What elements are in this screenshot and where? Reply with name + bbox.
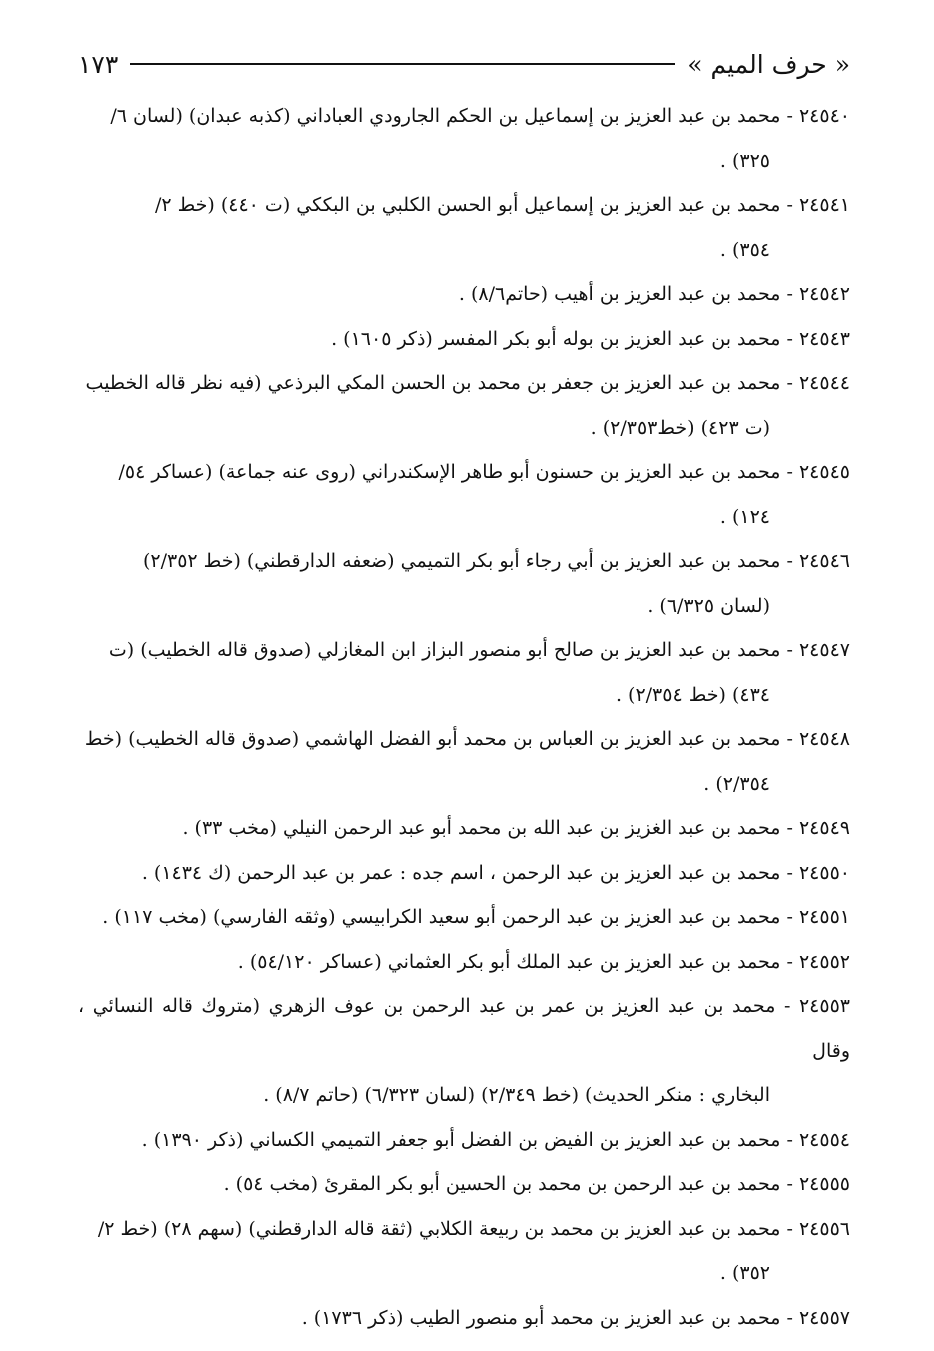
entry-number: ٢٤٥٤٩ (798, 817, 850, 839)
entry-text: محمد بن عبد العزيز بن محمد بن ربيعة الكلابي (ثقة قاله الدارقطني) (سهم ٢٨) (خط ٢/ (97, 1217, 781, 1240)
biography-entry: ٢٤٥٤٠ - محمد بن عبد العزيز بن إسماعيل بن الحكم الجارودي العباداني (كذبه عبدان) (لسان ٦/ ٣٢٥) . (78, 94, 850, 183)
biography-entry: ٢٤٥٤٥ - محمد بن عبد العزيز بن حسنون أبو طاهر الإسكندراني (روى عنه جماعة) (عساكر ٥٤/ ١٢٤) . (78, 450, 850, 539)
page-number: ١٧٣ (78, 49, 119, 79)
biography-entry: ٢٤٥٥٦ - محمد بن عبد العزيز بن محمد بن ربيعة الكلابي (ثقة قاله الدارقطني) (سهم ٢٨) (خط ٢/ ٣٥٢) . (78, 1207, 850, 1296)
entry-text: محمد بن عبد الغزيز بن عبد الله بن محمد أبو عبد الرحمن النيلي (مخب ٣٣) . (182, 817, 781, 839)
entry-number: ٢٤٥٥٦ (798, 1217, 850, 1240)
entry-number: ٢٤٥٥٣ (798, 995, 850, 1017)
entry-text: محمد بن عبد العزيز بن أهيب (حاتم٨/٦) . (458, 283, 781, 305)
entry-continuation: ٣٢٥) . (719, 149, 770, 172)
biography-entry: ٢٤٥٥٣ - محمد بن عبد العزيز بن عمر بن عبد الرحمن بن عوف الزهري (متروك قاله النسائي ، وقال البخاري : منكر الحديث) (خط ٢/٣٤٩) (لسان ٦/٣٢٣) (حاتم ٨/٧) . (78, 984, 850, 1118)
entry-text: محمد بن عبد العزيز بن بوله أبو بكر المفسر (ذكر ١٦٠٥) . (331, 327, 781, 350)
entry-number: ٢٤٥٤٥ (798, 461, 850, 483)
entry-continuation: ٣٥٢) . (719, 1262, 770, 1284)
entry-number: ٢٤٥٤٤ (798, 372, 850, 394)
entry-number: ٢٤٥٤٨ (798, 728, 850, 750)
entry-number: ٢٤٥٥٤ (798, 1128, 850, 1151)
biography-entry: ٢٤٥٤٧ - محمد بن عبد العزيز بن صالح أبو منصور البزاز ابن المغازلي (صدوق قاله الخطيب) (ت ٤٣٤) (خط ٢/٣٥٤) . (78, 628, 850, 717)
biography-entry: ٢٤٥٤٩ - محمد بن عبد الغزيز بن عبد الله بن محمد أبو عبد الرحمن النيلي (مخب ٣٣) . (182, 817, 850, 839)
entry-text: محمد بن عبد العزيز بن عبد الملك أبو بكر العثماني (عساكر ٥٤/١٢٠) . (237, 950, 781, 973)
entry-number: ٢٤٥٥٠ (798, 861, 850, 884)
entry-continuation: ١٢٤) . (719, 505, 770, 528)
entry-text: محمد بن عبد الرحمن بن محمد بن الحسين أبو بكر المقرئ (مخب ٥٤) . (223, 1173, 781, 1195)
entry-text: محمد بن عبد العزيز بن عمر بن عبد الرحمن بن عوف الزهري (متروك قاله النسائي ، وقال (78, 995, 850, 1062)
entry-text: محمد بن عبد العزيز بن عبد الرحمن ، اسم جده : عمر بن عبد الرحمن (ك ١٤٣٤) . (141, 861, 781, 884)
biography-entry: ٢٤٥٤٨ - محمد بن عبد العزيز بن العباس بن محمد أبو الفضل الهاشمي (صدوق قاله الخطيب) (خط ٢/٣٥٤) . (78, 717, 850, 806)
biography-entry: ٢٤٥٥٧ - محمد بن عبد العزيز بن محمد أبو منصور الطيب (ذكر ١٧٣٦) . (301, 1306, 850, 1329)
entry-continuation: ٢/٣٥٤) . (703, 772, 770, 795)
entry-text: محمد بن عبد العزيز بن محمد أبو منصور الطيب (ذكر ١٧٣٦) . (301, 1306, 781, 1329)
entry-number: ٢٤٥٤١ (798, 194, 850, 216)
biography-entry: ٢٤٥٤٦ - محمد بن عبد العزيز بن أبي رجاء أبو بكر التميمي (ضعفه الدارقطني) (خط ٢/٣٥٢) (لسان ٦/٣٢٥) . (78, 539, 850, 628)
entry-text: محمد بن عبد العزيز بن العباس بن محمد أبو الفضل الهاشمي (صدوق قاله الخطيب) (خط (84, 728, 781, 750)
entry-number: ٢٤٥٤٦ (798, 550, 850, 572)
biography-entry: ٢٤٥٥٤ - محمد بن عبد العزيز بن الفيض بن الفضل أبو جعفر التميمي الكساني (ذكر ١٣٩٠) . (141, 1128, 850, 1151)
biography-entry: ٢٤٥٤١ - محمد بن عبد العزيز بن إسماعيل أبو الحسن الكلبي بن البككي (ت ٤٤٠) (خط ٢/ ٣٥٤) . (78, 183, 850, 272)
entry-continuation: ٣٥٤) . (719, 238, 770, 261)
page-header (78, 42, 850, 86)
entry-continuation: البخاري : منكر الحديث) (خط ٢/٣٤٩) (لسان ٦/٣٢٣) (حاتم ٨/٧) . (263, 1084, 770, 1106)
entry-list (78, 94, 850, 1340)
entry-text: محمد بن عبد العزيز بن حسنون أبو طاهر الإسكندراني (روى عنه جماعة) (عساكر ٥٤/ (118, 461, 781, 483)
entry-text: محمد بن عبد العزيز بن إسماعيل أبو الحسن الكلبي بن البككي (ت ٤٤٠) (خط ٢/ (154, 194, 781, 216)
entry-continuation: ٤٣٤) (خط ٢/٣٥٤) . (615, 683, 770, 706)
entry-number: ٢٤٥٥٢ (798, 950, 850, 973)
header-rule (130, 63, 675, 65)
entry-number: ٢٤٥٤٠ (798, 105, 850, 127)
section-title: « حرف الميم » (687, 49, 850, 79)
entry-continuation: (ت ٤٢٣) (خط٢/٣٥٣) . (590, 416, 770, 439)
entry-number: ٢٤٥٤٢ (798, 283, 850, 305)
biography-entry: ٢٤٥٤٣ - محمد بن عبد العزيز بن بوله أبو بكر المفسر (ذكر ١٦٠٥) . (331, 327, 850, 350)
biography-entry: ٢٤٥٥٢ - محمد بن عبد العزيز بن عبد الملك أبو بكر العثماني (عساكر ٥٤/١٢٠) . (237, 950, 850, 973)
entry-text: محمد بن عبد العزيز بن أبي رجاء أبو بكر التميمي (ضعفه الدارقطني) (خط ٢/٣٥٢) (142, 550, 781, 572)
entry-number: ٢٤٥٥٧ (798, 1306, 850, 1329)
entry-text: محمد بن عبد العزيز بن إسماعيل بن الحكم الجارودي العباداني (كذبه عبدان) (لسان ٦/ (110, 105, 781, 127)
biography-entry: ٢٤٥٤٤ - محمد بن عبد العزيز بن جعفر بن محمد بن الحسن المكي البرذعي (فيه نظر قاله الخطيب (ت ٤٢٣) (خط٢/٣٥٣) . (78, 361, 850, 450)
biography-entry: ٢٤٥٤٢ - محمد بن عبد العزيز بن أهيب (حاتم٨/٦) . (458, 283, 850, 305)
entry-number: ٢٤٥٤٧ (798, 639, 850, 661)
entry-number: ٢٤٥٥٥ (798, 1173, 850, 1195)
biography-entry: ٢٤٥٥١ - محمد بن عبد العزيز بن عبد الرحمن أبو سعيد الكرابيسي (وثقه الفارسي) (مخب ١١٧) . (102, 906, 850, 928)
biography-entry: ٢٤٥٥٠ - محمد بن عبد العزيز بن عبد الرحمن ، اسم جده : عمر بن عبد الرحمن (ك ١٤٣٤) . (141, 861, 850, 884)
entry-text: محمد بن عبد العزيز بن صالح أبو منصور البزاز ابن المغازلي (صدوق قاله الخطيب) (ت (108, 639, 781, 661)
entry-continuation: (لسان ٦/٣٢٥) . (647, 594, 770, 617)
entry-text: محمد بن عبد العزيز بن جعفر بن محمد بن الحسن المكي البرذعي (فيه نظر قاله الخطيب (85, 372, 781, 394)
entry-number: ٢٤٥٥١ (798, 906, 850, 928)
entry-number: ٢٤٥٤٣ (798, 327, 850, 350)
entry-text: محمد بن عبد العزيز بن عبد الرحمن أبو سعيد الكرابيسي (وثقه الفارسي) (مخب ١١٧) . (102, 906, 781, 928)
biography-entry: ٢٤٥٥٥ - محمد بن عبد الرحمن بن محمد بن الحسين أبو بكر المقرئ (مخب ٥٤) . (223, 1173, 850, 1195)
entry-text: محمد بن عبد العزيز بن الفيض بن الفضل أبو جعفر التميمي الكساني (ذكر ١٣٩٠) . (141, 1128, 781, 1151)
